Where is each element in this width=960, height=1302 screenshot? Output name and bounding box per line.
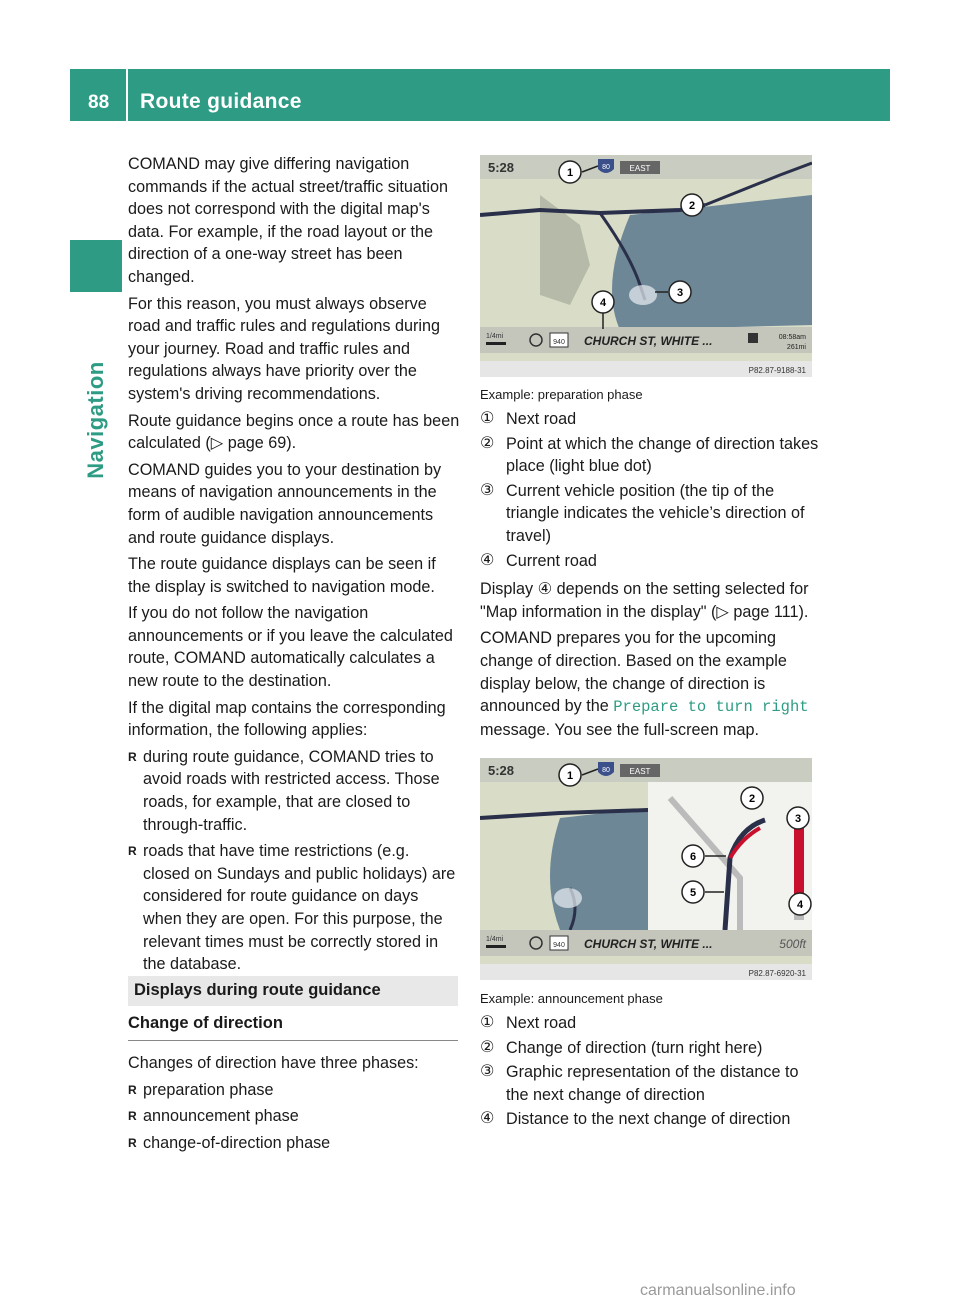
figure1-legend <box>480 386 820 745</box>
legend-item: ① Next road <box>480 410 577 428</box>
figure-caption: Example: announcement phase <box>480 991 663 1006</box>
svg-text:3: 3 <box>794 813 802 825</box>
svg-text:2: 2 <box>688 200 696 212</box>
svg-text:500ft: 500ft <box>779 937 806 951</box>
legend-item: ④ Current road <box>480 551 597 570</box>
chapter-label: Navigation <box>83 361 108 479</box>
svg-text:261mi: 261mi <box>786 344 806 351</box>
clock-label: 5:28 <box>488 160 515 175</box>
svg-text:5:28: 5:28 <box>488 763 515 778</box>
prepare-message: Prepare to turn right <box>613 698 809 717</box>
svg-text:3: 3 <box>676 287 684 299</box>
svg-text:P82.87-6920-31: P82.87-6920-31 <box>748 969 806 978</box>
nav-screenshot-announcement <box>480 758 812 980</box>
svg-text:1/4mi: 1/4mi <box>486 936 504 943</box>
paragraph: Route guidance begins once a route has been calculated (▷ page 69). <box>128 411 460 453</box>
svg-text:940: 940 <box>553 339 565 346</box>
svg-text:4: 4 <box>796 899 804 911</box>
vehicle-position <box>629 285 657 305</box>
bullet-item: R preparation phase <box>128 1079 460 1102</box>
svg-text:EAST: EAST <box>629 164 651 173</box>
watermark: carmanualsonline.info <box>640 1282 796 1299</box>
left-column <box>128 153 460 980</box>
water-area <box>612 195 812 330</box>
svg-text:940: 940 <box>553 942 565 949</box>
heading-rule <box>128 1040 458 1041</box>
bullet-item: R during route guidance, COMAND tries to avoid roads with restricted access. Those roads, for example, that are closed to through-traffic. <box>128 746 460 836</box>
page-number: 88 <box>88 92 110 113</box>
flag-icon <box>748 333 758 343</box>
svg-text:08:58am: 08:58am <box>778 334 806 341</box>
legend-item: ② Point at which the change of direction takes place (light blue dot) <box>480 434 819 476</box>
legend-item: ② Change of direction (turn right here) <box>480 1038 763 1057</box>
svg-text:2: 2 <box>748 793 756 805</box>
phases-block <box>128 1052 460 1158</box>
paragraph: COMAND may give differing navigation commands if the actual street/traffic situation does not correspond with the digital map's data. For example, if the road layout or the direction of a one-way street has been changed. <box>128 155 449 286</box>
svg-text:80: 80 <box>602 767 610 774</box>
svg-text:1/4mi: 1/4mi <box>486 333 504 340</box>
street-name: CHURCH ST, WHITE ... <box>584 334 713 348</box>
svg-text:CHURCH ST, WHITE ...: CHURCH ST, WHITE ... <box>584 937 713 951</box>
figure-caption: Example: preparation phase <box>480 387 643 402</box>
paragraph: Changes of direction have three phases: <box>128 1054 419 1072</box>
svg-text:80: 80 <box>602 164 610 171</box>
svg-text:5: 5 <box>689 887 697 899</box>
paragraph: If you do not follow the navigation announcements or if you leave the calculated route, COMAND automatically calculates a new route to the destination. <box>128 604 453 691</box>
map-image <box>480 155 812 377</box>
paragraph: COMAND prepares you for the upcoming change of direction. Based on the example display below, the change of direction is announced by the Prepare to turn right message. You see the full-screen map. <box>480 629 809 739</box>
subsection-heading: Change of direction <box>128 1014 283 1032</box>
svg-text:4: 4 <box>599 297 607 309</box>
nav-screenshot-preparation <box>480 155 812 377</box>
bullet-item: R change-of-direction phase <box>128 1132 460 1155</box>
chapter-marker <box>70 240 122 292</box>
svg-text:1: 1 <box>566 167 574 179</box>
map-image <box>480 758 812 980</box>
paragraph: Display ④ depends on the setting selected for "Map information in the display" (▷ page 111). <box>480 580 809 621</box>
legend-item: ① Next road <box>480 1014 577 1032</box>
figure-ref: P82.87-9188-31 <box>748 366 806 375</box>
paragraph: For this reason, you must always observe road and traffic rules and regulations during your journey. Road and traffic rules and regulations always have priority over the system's driving recommendations. <box>128 294 440 403</box>
legend-item: ③ Graphic representation of the distance to the next change of direction <box>480 1063 799 1104</box>
bullet-item: R roads that have time restrictions (e.g. closed on Sundays and public holidays) are considered for route guidance on days when they are open. For this purpose, the relevant times must be correctly stored in the database. <box>128 840 460 976</box>
paragraph: COMAND guides you to your destination by means of navigation announcements in the form of audible navigation announcements and route guidance displays. <box>128 460 442 547</box>
figure2-legend <box>480 990 820 1133</box>
page-title: Route guidance <box>140 90 302 113</box>
paragraph: The route guidance displays can be seen if the display is switched to navigation mode. <box>128 555 436 596</box>
bullet-item: R announcement phase <box>128 1105 460 1128</box>
svg-text:6: 6 <box>689 851 697 863</box>
legend-item: ④ Distance to the next change of direction <box>480 1110 791 1129</box>
svg-text:EAST: EAST <box>629 767 651 776</box>
legend-item: ③ Current vehicle position (the tip of the triangle indicates the vehicle’s direction of travel) <box>480 481 805 545</box>
svg-text:1: 1 <box>566 770 574 782</box>
section-heading: Displays during route guidance <box>134 981 381 999</box>
paragraph: If the digital map contains the corresponding information, the following applies: <box>128 698 446 740</box>
